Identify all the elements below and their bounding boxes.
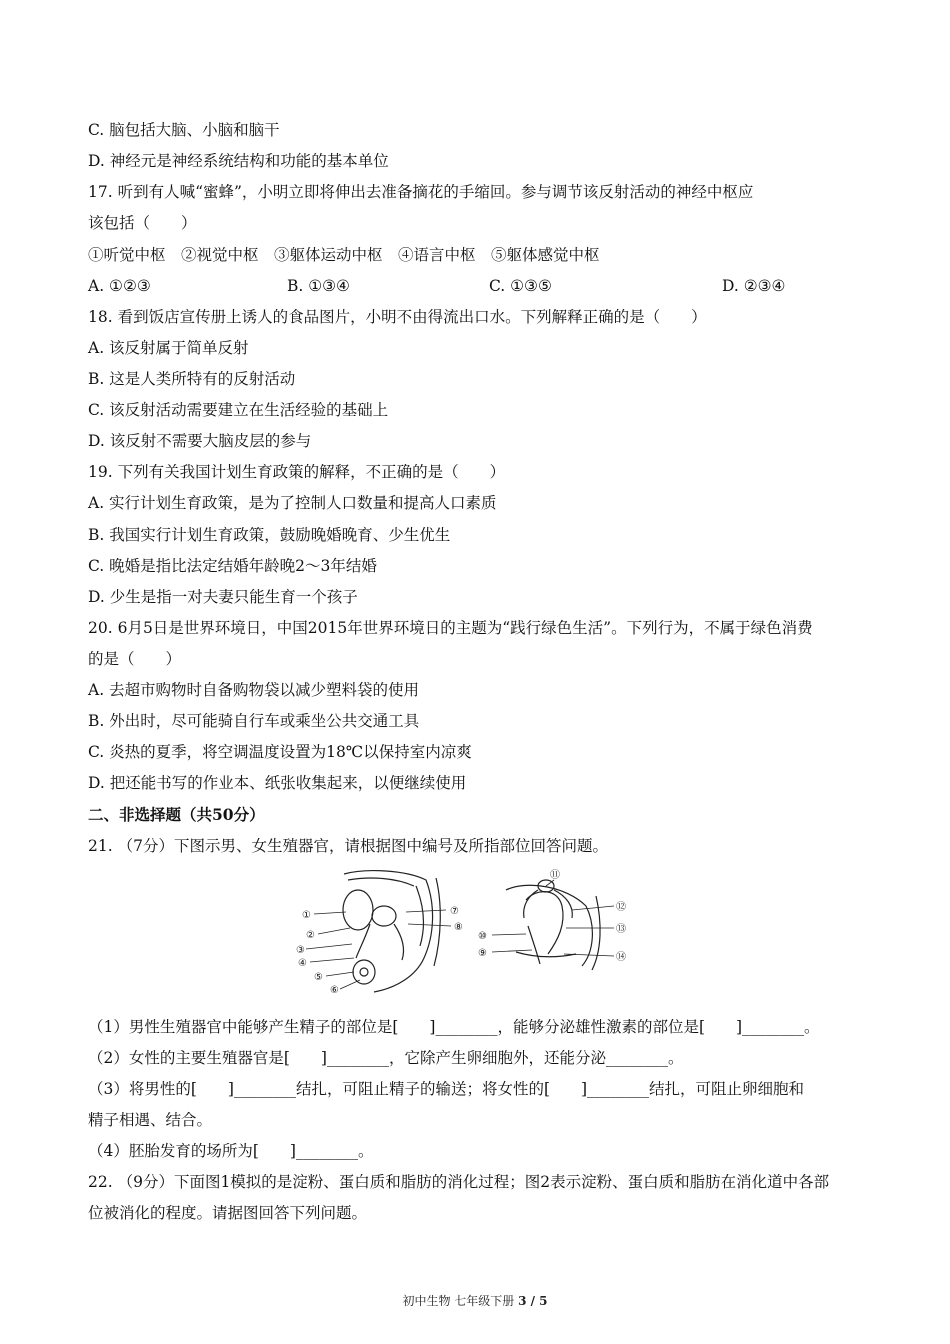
male-label-leaders	[306, 910, 451, 989]
q19-option-b: B. 我国实行计划生育政策，鼓励晚婚晚育、少生优生	[88, 526, 451, 544]
page-footer	[0, 1292, 950, 1309]
label-12: ⑫	[616, 902, 626, 913]
label-6: ⑥	[330, 985, 339, 996]
label-13: ⑬	[616, 924, 626, 935]
q19-option-c: C. 晚婚是指比法定结婚年龄晚2～3年结婚	[88, 557, 377, 575]
q20-option-c: C. 炎热的夏季，将空调温度设置为18℃以保持室内凉爽	[88, 743, 472, 761]
q21-sub-3-line2: 精子相遇、结合。	[88, 1111, 213, 1129]
label-3: ③	[296, 945, 305, 956]
q17-option-b: B. ①③④	[287, 277, 350, 295]
page-number: 3 / 5	[518, 1294, 548, 1308]
q20-option-a: A. 去超市购物时自备购物袋以减少塑料袋的使用	[88, 681, 420, 699]
q16-option-d: D. 神经元是神经系统结构和功能的基本单位	[88, 152, 389, 170]
section-heading: 二、非选择题（共50分）	[88, 805, 265, 824]
label-9: ⑨	[478, 948, 487, 959]
q17-items: ①听觉中枢 ②视觉中枢 ③躯体运动中枢 ④语言中枢 ⑤躯体感觉中枢	[88, 246, 600, 264]
female-organs-diagram	[506, 880, 600, 970]
q16-option-c: C. 脑包括大脑、小脑和脑干	[88, 121, 280, 139]
label-7: ⑦	[450, 906, 459, 917]
footer-text: 初中生物 七年级下册	[402, 1294, 519, 1308]
female-label-leaders	[492, 880, 614, 956]
q18-option-b: B. 这是人类所特有的反射活动	[88, 370, 296, 388]
label-10: ⑩	[478, 931, 487, 942]
label-1: ①	[302, 910, 311, 921]
male-organs-diagram	[343, 871, 440, 992]
q19-option-a: A. 实行计划生育政策，是为了控制人口数量和提高人口素质	[88, 494, 497, 512]
q22-stem-line1: 22. （9分）下面图1模拟的是淀粉、蛋白质和脂肪的消化过程；图2表示淀粉、蛋白质和脂肪在消化道中各部	[88, 1173, 830, 1191]
q17-stem-line2: 该包括（ ）	[88, 214, 197, 232]
q20-option-d: D. 把还能书写的作业本、纸张收集起来，以便继续使用	[88, 774, 467, 792]
q19-option-d: D. 少生是指一对夫妻只能生育一个孩子	[88, 588, 358, 606]
q20-stem-line2: 的是（ ）	[88, 650, 182, 668]
label-2: ②	[306, 930, 315, 941]
q17-option-a: A. ①②③	[88, 277, 151, 295]
q19-stem: 19. 下列有关我国计划生育政策的解释，不正确的是（ ）	[88, 463, 506, 481]
label-4: ④	[298, 958, 307, 969]
q20-stem-line1: 20. 6月5日是世界环境日，中国2015年世界环境日的主题为“践行绿色生活”。下列行为，不属于绿色消费	[88, 619, 813, 637]
q17-stem-line1: 17. 听到有人喊“蜜蜂”，小明立即将伸出去准备摘花的手缩回。参与调节该反射活动的神经中枢应	[88, 183, 754, 201]
q17-option-c: C. ①③⑤	[489, 277, 552, 295]
label-14: ⑭	[616, 952, 626, 963]
q21-stem: 21. （7分）下图示男、女生殖器官，请根据图中编号及所指部位回答问题。	[88, 837, 608, 855]
q20-option-b: B. 外出时，尽可能骑自行车或乘坐公共交通工具	[88, 712, 420, 730]
q21-sub-2: （2）女性的主要生殖器官是[ ]________，它除产生卵细胞外，还能分泌________。	[88, 1049, 684, 1067]
reproductive-organs-figure	[296, 866, 666, 996]
label-5: ⑤	[314, 972, 323, 983]
q18-option-c: C. 该反射活动需要建立在生活经验的基础上	[88, 401, 389, 419]
q18-option-a: A. 该反射属于简单反射	[88, 339, 249, 357]
q22-stem-line2: 位被消化的程度。请据图回答下列问题。	[88, 1204, 368, 1222]
q21-sub-4: （4）胚胎发育的场所为[ ]________。	[88, 1142, 374, 1160]
q18-option-d: D. 该反射不需要大脑皮层的参与	[88, 432, 312, 450]
q21-sub-1: （1）男性生殖器官中能够产生精子的部位是[ ]________，能够分泌雄性激素的部位是[ ]________。	[88, 1018, 820, 1036]
q18-stem: 18. 看到饭店宣传册上诱人的食品图片，小明不由得流出口水。下列解释正确的是（ ）	[88, 308, 707, 326]
q21-sub-3-line1: （3）将男性的[ ]________结扎，可阻止精子的输送；将女性的[ ]________结扎，可阻止卵细胞和	[88, 1080, 805, 1098]
label-8: ⑧	[454, 922, 463, 933]
label-11: ⑪	[550, 870, 560, 881]
q17-option-d: D. ②③④	[722, 277, 786, 295]
